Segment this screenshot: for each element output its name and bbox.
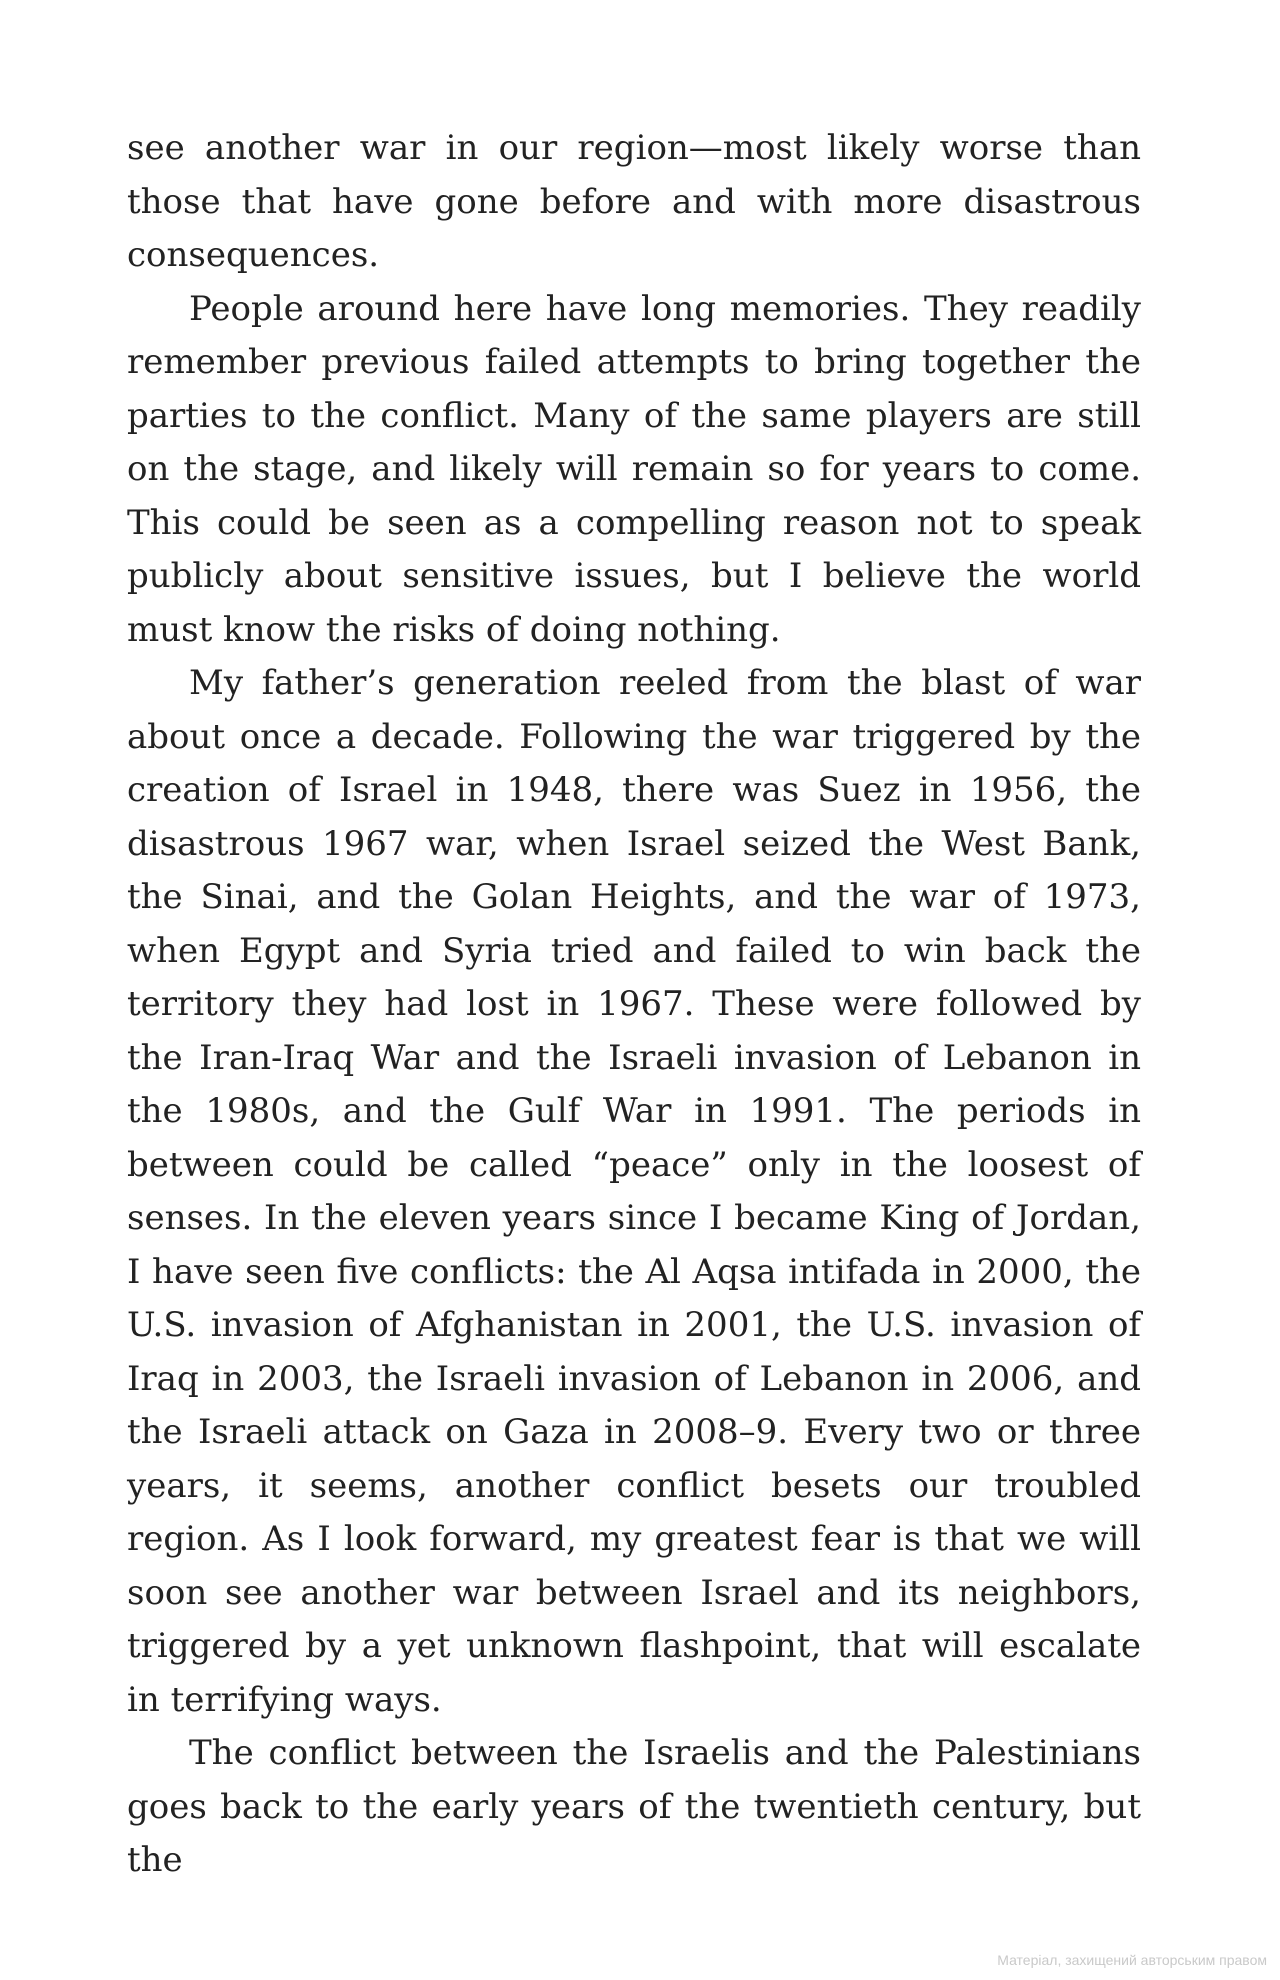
paragraph-continued: see another war in our region—most likely worse than those that have gone before and with more disastrous consequences. [127, 128, 1141, 275]
paragraph-memories: People around here have long memories. They readily remember previous failed attempts to bring together the parties to the conflict. Many of the same players are still on the stage, and likely will remain so for years to come. This could be seen as a compelling reason not to speak publicly about sensitive issues, but I believe the world must know the risks of doing nothing. [127, 288, 1141, 650]
body-text [127, 122, 1141, 1888]
paragraph-conflict-origins: The conflict between the Israelis and the Palestinians goes back to the early years of the twentieth century, but the [127, 1733, 1141, 1880]
paragraph-wars-history: My father’s generation reeled from the blast of war about once a decade. Following the war triggered by the creation of Israel in 1948, there was Suez in 1956, the disastrous 1967 war, when Israel seized the West Bank, the Sinai, and the Golan Heights, and the war of 1973, when Egypt and Syria tried and failed to win back the territory they had lost in 1967. These were followed by the Iran-Iraq War and the Israeli invasion of Lebanon in the 1980s, and the Gulf War in 1991. The periods in between could be called “peace” only in the loosest of senses. In the eleven years since I became King of Jordan, I have seen five conflicts: the Al Aqsa intifada in 2000, the U.S. invasion of Afghanistan in 2001, the U.S. invasion of Iraq in 2003, the Israeli invasion of Lebanon in 2006, and the Israeli attack on Gaza in 2008–9. Every two or three years, it seems, another conflict besets our troubled region. As I look forward, my greatest fear is that we will soon see another war between Israel and its neighbors, triggered by a yet unknown flashpoint, that will escalate in terrifying ways. [127, 663, 1141, 1720]
copyright-watermark: Матеріал, захищений авторським правом [997, 1952, 1267, 1968]
